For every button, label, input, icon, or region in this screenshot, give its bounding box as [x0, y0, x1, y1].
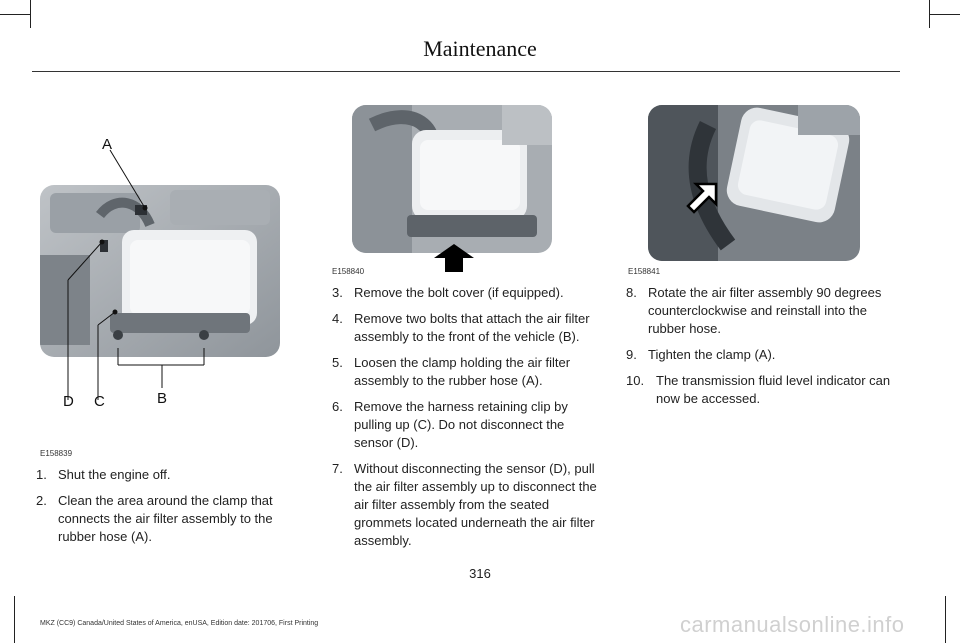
callout-b: B: [157, 390, 168, 407]
step-number: 10.: [626, 373, 645, 388]
step-number: 5.: [332, 355, 343, 370]
figure-engine-bay-2: [352, 105, 552, 253]
steps-column-1: [36, 466, 291, 554]
list-item: [332, 310, 604, 346]
callout-a: A: [102, 136, 113, 153]
figure-id: E158841: [628, 267, 661, 276]
footer-edition-text: MKZ (CC9) Canada/United States of America, enUSA, Edition date: 201706, First Printing: [40, 620, 319, 627]
list-item: [36, 466, 291, 484]
figure-engine-bay-3: [648, 105, 860, 261]
list-item: [332, 460, 604, 550]
page-title: Maintenance: [423, 36, 537, 61]
arrow-icon: [684, 182, 724, 216]
page-number: 316: [469, 566, 491, 581]
step-text: Loosen the clamp holding the air filter assembly to the rubber hose (A).: [354, 355, 571, 388]
step-number: 6.: [332, 399, 343, 414]
list-item: [332, 284, 604, 302]
step-number: 4.: [332, 311, 343, 326]
list-item: [626, 346, 898, 364]
steps-column-2: [332, 284, 604, 558]
step-text: The transmission fluid level indicator can now be accessed.: [656, 373, 891, 406]
callout-leader-lines: [40, 130, 290, 410]
step-number: 7.: [332, 461, 343, 476]
list-item: [332, 354, 604, 390]
step-text: Shut the engine off.: [58, 467, 171, 482]
crop-mark: [14, 596, 15, 643]
crop-mark: [30, 0, 31, 28]
callout-c: C: [94, 393, 105, 410]
figure-id: E158839: [40, 449, 73, 458]
step-number: 1.: [36, 467, 47, 482]
crop-mark: [945, 596, 946, 643]
list-item: [36, 492, 291, 546]
step-number: 3.: [332, 285, 343, 300]
list-item: [626, 372, 898, 408]
crop-mark: [930, 14, 960, 15]
step-number: 8.: [626, 285, 637, 300]
step-text: Without disconnecting the sensor (D), pull the air filter assembly up to disconnect the air filter assembly from the seated grommets located underneath the air filter assembly.: [354, 461, 597, 548]
crop-mark: [929, 0, 930, 28]
step-text: Rotate the air filter assembly 90 degrees counterclockwise and reinstall into the rubber hose.: [648, 285, 882, 336]
list-item: [626, 284, 898, 338]
step-text: Remove the bolt cover (if equipped).: [354, 285, 564, 300]
steps-column-3: [626, 284, 898, 416]
step-text: Remove two bolts that attach the air filter assembly to the front of the vehicle (B).: [354, 311, 590, 344]
callout-d: D: [63, 393, 74, 410]
crop-mark: [0, 14, 30, 15]
header-rule: [32, 71, 900, 72]
step-text: Clean the area around the clamp that connects the air filter assembly to the rubber hose (A).: [58, 493, 273, 544]
arrow-up-icon: [434, 244, 474, 272]
watermark: carmanualsonline.info: [680, 612, 905, 637]
figure-id: E158840: [332, 267, 365, 276]
step-text: Remove the harness retaining clip by pulling up (C). Do not disconnect the sensor (D).: [354, 399, 568, 450]
step-text: Tighten the clamp (A).: [648, 347, 776, 362]
step-number: 9.: [626, 347, 637, 362]
list-item: [332, 398, 604, 452]
step-number: 2.: [36, 493, 47, 508]
